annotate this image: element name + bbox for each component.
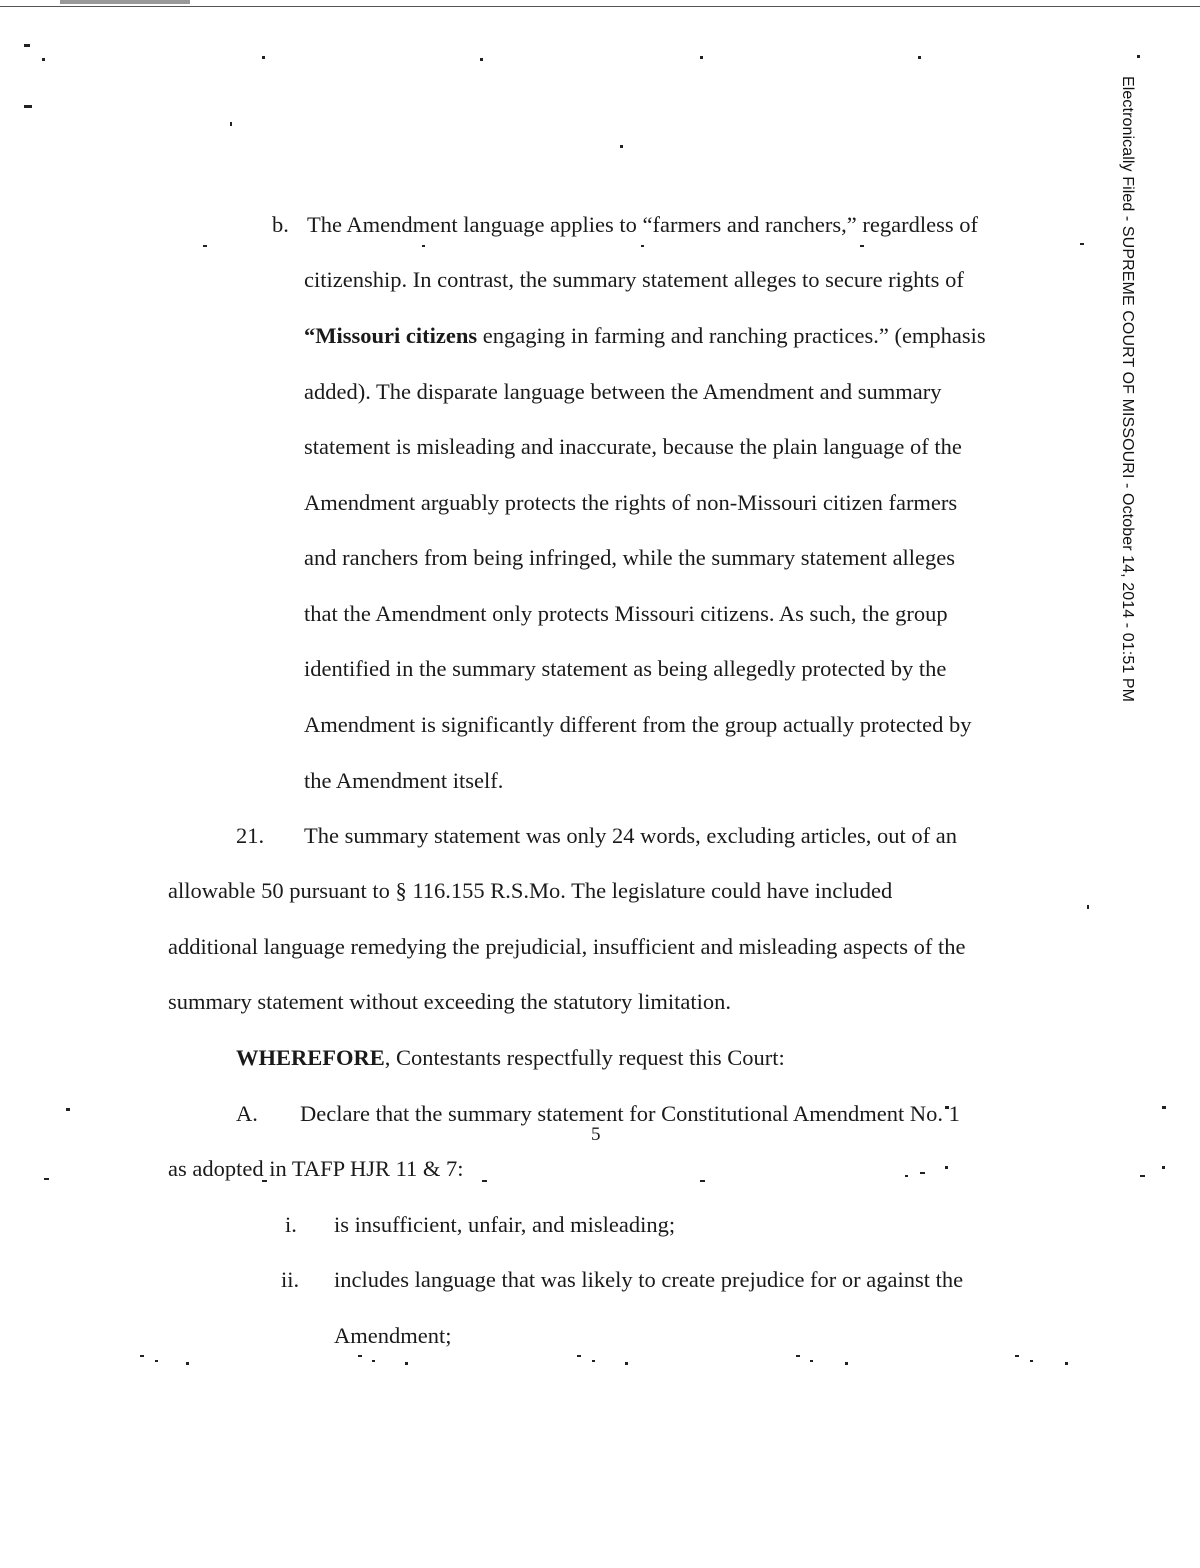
item-b-line: added). The disparate language between the Amendment and summary — [304, 379, 942, 404]
e-filing-stamp: Electronically Filed - SUPREME COURT OF MISSOURI - October 14, 2014 - 01:51 PM — [1119, 76, 1136, 703]
item-b-line: Amendment arguably protects the rights of non-Missouri citizen farmers — [304, 490, 958, 515]
item-A-marker: A. — [236, 1101, 258, 1126]
paragraph-21-line: The summary statement was only 24 words, excluding articles, out of an — [304, 823, 957, 848]
sub-item-ii-line: Amendment; — [334, 1323, 452, 1348]
paragraph-21-number: 21. — [236, 823, 265, 848]
item-b-line: and ranchers from being infringed, while the summary statement alleges — [304, 545, 956, 570]
item-b-line: that the Amendment only protects Missouri citizens. As such, the group — [304, 601, 948, 626]
paragraph-21-line: allowable 50 pursuant to § 116.155 R.S.Mo. The legislature could have included — [168, 878, 893, 903]
item-A-line: as adopted in TAFP HJR 11 & 7: — [168, 1156, 464, 1181]
paragraph-21-line: summary statement without exceeding the statutory limitation. — [168, 989, 732, 1014]
item-b-line-emphasis — [304, 321, 986, 351]
item-b-line: The Amendment language applies to “farmers and ranchers,” regardless of — [307, 212, 978, 237]
item-b-line: statement is misleading and inaccurate, because the plain language of the — [304, 434, 962, 459]
sub-item-i-line: is insufficient, unfair, and misleading; — [334, 1212, 676, 1237]
wherefore-text: , Contestants respectfully request this Court: — [384, 1045, 785, 1070]
item-b-line: identified in the summary statement as being allegedly protected by the — [304, 656, 947, 681]
sub-item-i-marker: i. — [285, 1212, 297, 1237]
wherefore-clause — [236, 1043, 785, 1073]
item-b-line-rest: engaging in farming and ranching practices.” (emphasis — [477, 323, 986, 348]
emphasis-text: “Missouri citizens — [304, 323, 478, 348]
paragraph-21-line: additional language remedying the prejudicial, insufficient and misleading aspects of the — [168, 934, 966, 959]
page-number: 5 — [591, 1124, 601, 1145]
sub-item-ii-line: includes language that was likely to create prejudice for or against the — [334, 1267, 964, 1292]
scan-top-rule — [0, 6, 1200, 7]
item-A-line: Declare that the summary statement for Constitutional Amendment No. 1 — [300, 1101, 960, 1126]
sub-item-ii-marker: ii. — [281, 1267, 300, 1292]
item-b-line: the Amendment itself. — [304, 768, 504, 793]
wherefore-label: WHEREFORE — [236, 1045, 385, 1070]
item-b-line: Amendment is significantly different from the group actually protected by — [304, 712, 972, 737]
item-b-line: citizenship. In contrast, the summary statement alleges to secure rights of — [304, 267, 964, 292]
scan-top-mark — [60, 0, 190, 4]
item-b-marker: b. — [272, 212, 289, 237]
